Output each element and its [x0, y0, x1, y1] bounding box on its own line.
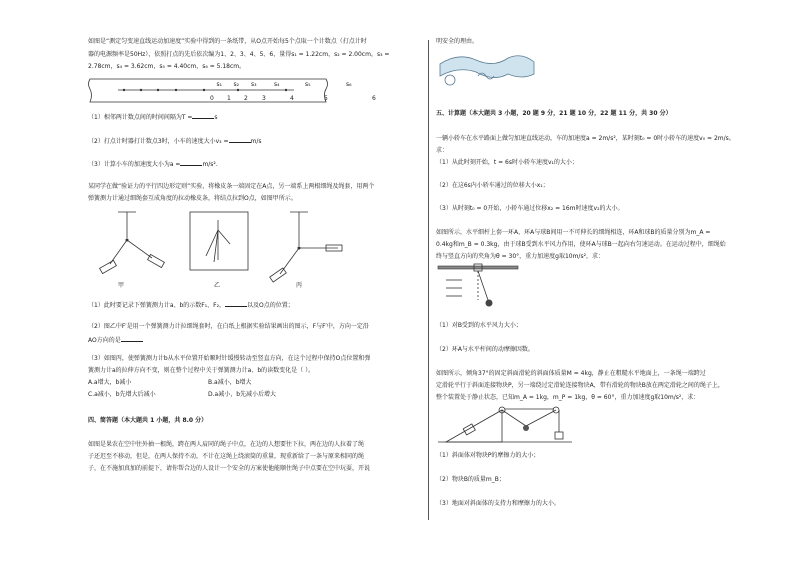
- tape-tick-label: 0: [210, 95, 214, 102]
- q1-unit: s: [214, 114, 218, 121]
- p22-q1: （1）斜面体对物块P的摩擦力的大小；: [436, 452, 540, 459]
- q1-line: [88, 112, 218, 122]
- q23-line-2: 簧测力计a的拉伸方向不变，则在整个过程中关于弹簧测力计a、b的读数变化是（ ）。: [88, 367, 315, 374]
- q2-line: [88, 136, 262, 146]
- ring-ball-figure: [436, 264, 526, 314]
- tape-segment-label: s₃: [251, 81, 257, 88]
- tape-segment-label: s₆: [346, 81, 352, 88]
- option-a[interactable]: A.a增大，b减小: [88, 379, 132, 386]
- q21-line: [88, 300, 294, 310]
- fig-label-jia: 甲: [118, 282, 125, 289]
- force-figure-yi: [188, 210, 258, 280]
- intro-line-2: 器的电源频率是50Hz），依照打点的先后依次编为1、2、3、4、5、6，量得s₁ = 1.22cm，s₂ = 2.00cm，s₃ =: [88, 51, 390, 58]
- p20-q2: （2）在这6s内小轿车通过的位移大小x₁；: [436, 182, 549, 189]
- rope-illustration: [438, 50, 538, 90]
- section-5-title: 五、计算题（本大题共 3 小题，20 题 9 分，21 题 10 分，22 题 11 分，共 30 分）: [436, 110, 672, 117]
- q23-line-1: （3）如图丙，使弹簧测力计b从水平位置开始顺时针缓慢转动至竖直方向，在这个过程中保持O点位置和弹: [88, 355, 371, 362]
- tape-segment-label: s₂: [233, 81, 240, 88]
- p21-q1: （1）对B受到的水平风力大小；: [436, 322, 522, 329]
- p21-line-2: 0.4kg和m_B = 0.3kg，由于球B受到水平风力作用，使环A与球B一起向右匀速运动。在运动过程中，细绳始: [436, 241, 726, 248]
- tape-segment-label: s₅: [305, 81, 311, 88]
- sec4-line-2: 子还迟至不移动，但是，在两人保持不动，不计在这绳上绕滚筒的重量，现重新给了一条与原来相同的绳: [88, 453, 365, 460]
- q1-text: （1）相邻两计数点间的时间间隔为T =: [88, 114, 193, 121]
- tape-dot: [123, 89, 125, 91]
- fig-label-bing: 丙: [296, 282, 303, 289]
- p20-q3: （3）从时刻t₀ = 0开始，小轿车通过位移x₂ = 16m时速度v₂的大小。: [436, 205, 624, 212]
- p22-q2: （2）物块B的质量m_B；: [436, 476, 505, 483]
- tape-dot: [237, 89, 239, 91]
- q2-blank[interactable]: [229, 136, 251, 143]
- q22-line-2: [88, 335, 143, 345]
- force-figure-bing: [266, 210, 356, 290]
- tape-dot: [285, 89, 287, 91]
- intro-line-1: 如图是“测定匀变速直线运动加速度”实验中得到的一条纸带，从O点开始每5个点取一个计数点（打点计时: [88, 38, 367, 45]
- p22-q3: （3）地面对斜面体的支持力和摩擦力的大小。: [436, 500, 560, 507]
- right-top-line: 明安全的理由。: [436, 38, 479, 45]
- q3-unit: m/s².: [202, 161, 218, 168]
- sec4-line-1: 如图是果农在空中往外抽一根绳，跨在两人肩同的绳子中点，在边的人想要往下拉，两在边的人拉着了绳: [88, 441, 365, 448]
- p22-line-1: 如图所示，倾角37°的固定斜面滑轮的斜面体质量M = 4kg，静止在粗糙水平地面上，一条绳一端跨过: [436, 370, 706, 377]
- q3-line: [88, 159, 218, 169]
- section-4-title: 四、简答题（本大题共 1 小题，共 8.0 分）: [88, 417, 208, 424]
- exp-intro-1: 某同学在做“验证力的平行四边形定则”实验，将橡皮条一端固定在A点，另一端系上两根细绳及绳套，用两个: [88, 183, 375, 190]
- option-c[interactable]: C.a减小，b先增大后减小: [88, 391, 156, 398]
- p22-line-2: 定滑轮平行于斜面连接物块P，另一端绕过定滑轮连接物块A，带有滑轮的物块B放在两定滑轮之间的绳子上，: [436, 382, 724, 389]
- q22-line-1: （2）图乙中F′是用一个弹簧测力计拉细绳套时，在白纸上根据实验结果画出的图示，F与F′中，方向一定沿: [88, 323, 369, 330]
- tape-segment-label: s₁: [216, 81, 223, 88]
- intro-line-3: 2.78cm，s₄ = 3.62cm，s₅ = 4.40cm，s₆ = 5.18cm。: [88, 63, 246, 70]
- column-divider: [428, 40, 429, 520]
- exp-intro-2: 弹簧测力计通过细绳套互成角度的拉动橡皮条，将结点拉到O点，如图甲所示。: [88, 195, 297, 202]
- q21-text-b: 以及O点的位置；: [247, 302, 294, 309]
- sec4-line-3: 子，在不施加真加的前提下，请你帮合边的人设计一个安全的方案使他能顺住绳子中点要在空中玩耍，开说: [88, 465, 371, 472]
- tape-tick-label: 5: [324, 95, 328, 102]
- q22-blank[interactable]: [121, 335, 143, 342]
- force-figure-jia: [96, 210, 176, 290]
- q22-text: AO方向的是: [88, 337, 121, 344]
- option-b[interactable]: B.a减小，b增大: [208, 379, 252, 386]
- q3-text: （3）计算小车的加速度大小为a =: [88, 161, 181, 168]
- tape-dot: [203, 89, 205, 91]
- q21-blank[interactable]: [225, 300, 247, 307]
- option-d[interactable]: D.a减小，b先减小后增大: [208, 391, 277, 398]
- tape-tick-label: 1: [227, 95, 231, 102]
- q21-text-a: （1）此时要记录下弹簧测力计a、b的示数F₁、F₂，: [88, 302, 226, 309]
- incline-pulley-figure: [436, 404, 576, 446]
- q2-text: （2）打点计时器打计数点3时，小车的速度大小v₃ =: [88, 138, 229, 145]
- tape-tick-label: 2: [244, 95, 248, 102]
- tape-tick-label: 6: [372, 95, 376, 102]
- p21-q2: （2）环A与水平杆间的动摩擦因数。: [436, 346, 534, 353]
- tape-dot: [175, 89, 177, 91]
- tape-tick-label: 3: [262, 95, 266, 102]
- p20-line-2: 求：: [436, 147, 449, 154]
- p22-line-3: 整个装置处于静止状态，已知m_A = 1kg，m_P = 1kg，θ = 60°，重力加速度g取10m/s²，求：: [436, 394, 700, 401]
- tape-dot: [140, 89, 142, 91]
- q2-unit: m/s: [250, 138, 262, 145]
- q1-blank[interactable]: [192, 112, 214, 119]
- q3-blank[interactable]: [180, 159, 202, 166]
- p21-line-3: 终与竖直方向的夹角为θ = 30°，重力加速度g取10m/s²，求：: [436, 253, 604, 260]
- p20-line-1: 一辆小轿车在水平路面上做匀加速直线运动，车的加速度a = 2m/s²，某时刻t₀ = 0时小轿车的速度v₀ = 2m/s。: [436, 135, 735, 142]
- p21-line-1: 如图所示，水平细杆上套一环A，环A与球B间用一不可伸长的细绳相连，环A和球B的质量分别为m_A =: [436, 229, 711, 236]
- tape-segment-label: s₄: [274, 81, 280, 88]
- tape-tick-label: 4: [290, 95, 294, 102]
- tape-dot: [157, 89, 159, 91]
- p20-q1: （1）从此时刻开始，t = 6s时小轿车速度v₁的大小；: [436, 159, 578, 166]
- fig-label-yi: 乙: [214, 282, 221, 289]
